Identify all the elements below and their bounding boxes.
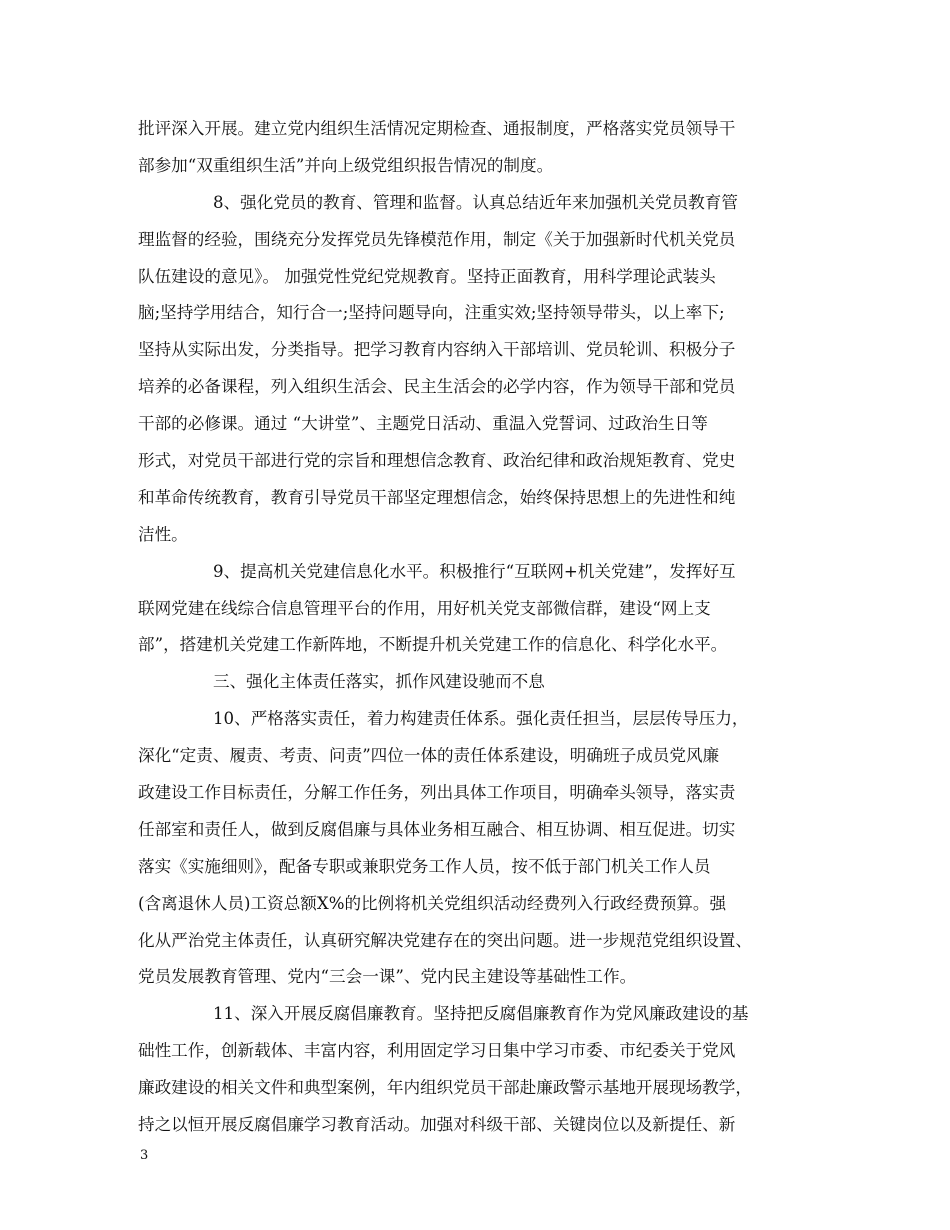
text-line: 坚持从实际出发，分类指导。把学习教育内容纳入干部培训、党员轮训、积极分子 xyxy=(138,340,736,360)
text-line: 和革命传统教育，教育引导党员干部坚定理想信念，始终保持思想上的先进性和纯 xyxy=(138,487,736,507)
text-line: 廉政建设的相关文件和典型案例，年内组织党员干部赴廉政警示基地开展现场教学， xyxy=(138,1078,752,1098)
text-line: 落实《实施细则》，配备专职或兼职党务工作人员，按不低于部门机关工作人员 xyxy=(138,856,711,876)
paragraph-first-line: 8、强化党员的教育、管理和监督。认真总结近年来加强机关党员教育管 xyxy=(213,192,738,212)
text-line: 化从严治党主体责任，认真研究解决党建存在的突出问题。进一步规范党组织设置、 xyxy=(138,930,752,950)
text-line: 干部的必修课。通过 “大讲堂”、主题党日活动、重温入党誓词、过政治生日等 xyxy=(138,414,708,434)
text-line: 部参加“双重组织生活”并向上级党组织报告情况的制度。 xyxy=(138,155,554,175)
text-line: 形式，对党员干部进行党的宗旨和理想信念教育、政治纪律和政治规矩教育、党史 xyxy=(138,451,736,471)
paragraph-first-line: 三、强化主体责任落实，抓作风建设驰而不息 xyxy=(213,672,545,692)
text-line: 深化“定责、履责、考责、问责”四位一体的责任体系建设，明确班子成员党风廉 xyxy=(138,746,720,766)
text-line: 批评深入开展。建立党内组织生活情况定期检查、通报制度，严格落实党员领导干 xyxy=(138,119,736,138)
paragraph-first-line: 11、深入开展反腐倡廉教育。坚持把反腐倡廉教育作为党风廉政建设的基 xyxy=(213,1004,749,1024)
text-line: 础性工作，创新载体、丰富内容，利用固定学习日集中学习市委、市纪委关于党风 xyxy=(138,1041,736,1061)
text-line: 任部室和责任人，做到反腐倡廉与具体业务相互融合、相互协调、相互促进。切实 xyxy=(138,819,736,839)
text-line: 洁性。 xyxy=(138,524,188,544)
paragraph-first-line: 10、严格落实责任，着力构建责任体系。强化责任担当，层层传导压力， xyxy=(213,709,749,729)
text-line: 党员发展教育管理、党内“三会一课”、党内民主建设等基础性工作。 xyxy=(138,967,637,987)
paragraph-first-line: 9、提高机关党建信息化水平。积极推行“互联网+机关党建”，发挥好互 xyxy=(213,561,736,581)
text-line: 联网党建在线综合信息管理平台的作用，用好机关党支部微信群，建设“网上支 xyxy=(138,598,711,618)
document-body xyxy=(138,111,818,1144)
text-line: 培养的必备课程，列入组织生活会、民主生活会的必学内容，作为领导干部和党员 xyxy=(138,377,736,397)
text-line: 理监督的经验，围绕充分发挥党员先锋模范作用，制定《关于加强新时代机关党员 xyxy=(138,229,736,249)
text-line: 脑;坚持学用结合，知行合一;坚持问题导向，注重实效;坚持领导带头，以上率下; xyxy=(138,303,725,323)
text-line: 部”，搭建机关党建工作新阵地，不断提升机关党建工作的信息化、科学化水平。 xyxy=(138,635,728,655)
text-line: 队伍建设的意见》。 加强党性党纪党规教育。坚持正面教育，用科学理论武装头 xyxy=(138,266,716,286)
text-line: 政建设工作目标责任，分解工作任务，列出具体工作项目，明确牵头领导，落实责 xyxy=(138,783,736,803)
text-line: 持之以恒开展反腐倡廉学习教育活动。加强对科级干部、关键岗位以及新提任、新 xyxy=(138,1115,736,1135)
page-number: 3 xyxy=(140,1148,149,1163)
text-line: (含离退休人员)工资总额X%的比例将机关党组织活动经费列入行政经费预算。强 xyxy=(138,893,727,913)
